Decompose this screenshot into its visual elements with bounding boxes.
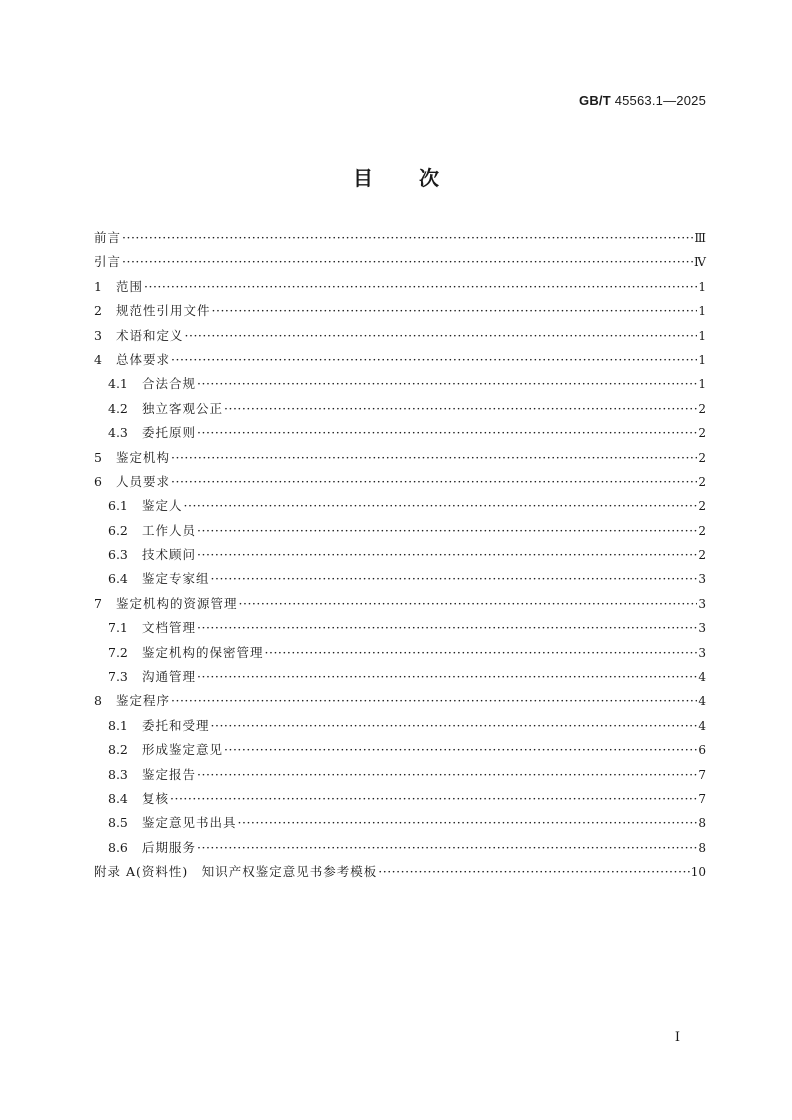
toc-entry[interactable] [94,275,706,299]
toc-entry-number: 4.3 [108,425,128,441]
toc-entry-number: 6 [94,473,102,489]
toc-entry-number: 7 [94,595,102,611]
toc-entry-label: 后期服务 [142,839,197,855]
toc-entry-label: 鉴定机构的保密管理 [142,644,264,660]
toc-entry-label: 附录 A(资料性) 知识产权鉴定意见书参考模板 [94,864,378,880]
toc-entry-page: Ⅳ [694,255,706,270]
toc-entry-page: 8 [698,816,706,831]
toc-dot-leader [224,738,697,762]
toc-entry[interactable] [94,494,706,518]
toc-entry[interactable] [94,641,706,665]
toc-entry-page: 3 [698,572,706,587]
toc-entry[interactable] [94,811,706,835]
toc-entry-page: Ⅲ [694,231,706,245]
standard-prefix: GB/T [579,93,615,108]
toc-dot-leader [122,226,693,250]
toc-entry-label: 合法合规 [142,376,197,392]
toc-entry-page: 2 [698,401,706,416]
toc-entry[interactable] [94,372,706,396]
toc-entry-page: 7 [698,791,706,806]
toc-dot-leader [171,470,697,494]
toc-entry[interactable] [94,714,706,738]
toc-entry-page: 4 [698,670,706,685]
toc-entry-label: 规范性引用文件 [116,303,211,319]
toc-title: 目次 [353,166,485,190]
toc-entry-label: 范围 [116,278,144,294]
toc-dot-leader [122,250,693,274]
toc-entry[interactable] [94,567,706,591]
toc-entry-page: 1 [698,328,706,343]
toc-entry-page: 1 [698,352,706,367]
toc-entry-page: 1 [698,279,706,294]
toc-entry-page: 4 [698,694,706,709]
toc-entry-label: 工作人员 [142,522,197,538]
toc-dot-leader [185,324,698,348]
toc-entry-number: 6.2 [108,522,128,538]
toc-entry[interactable] [94,665,706,689]
toc-entry-label: 形成鉴定意见 [142,742,224,758]
toc-dot-leader [212,299,698,323]
toc-entry-number: 8.4 [108,790,128,806]
toc-entry-number: 7.3 [108,669,128,685]
toc-entry-number: 6.3 [108,547,128,563]
toc-entry-page: 3 [698,645,706,660]
table-of-contents [94,226,706,885]
toc-entry[interactable] [94,299,706,323]
toc-entry-label: 复核 [142,790,170,806]
toc-entry-number: 8.6 [108,839,128,855]
toc-entry-page: 2 [698,523,706,538]
toc-entry-label: 委托原则 [142,425,197,441]
toc-dot-leader [144,275,697,299]
toc-entry-label: 委托和受理 [142,717,210,733]
toc-entry[interactable] [94,421,706,445]
toc-entry-number: 8.5 [108,815,128,831]
toc-entry-page: 2 [698,450,706,465]
toc-entry-number: 7.1 [108,620,128,636]
toc-entry-number: 6.4 [108,571,128,587]
toc-entry[interactable] [94,616,706,640]
toc-entry-page: 2 [698,426,706,441]
toc-entry-number: 3 [94,327,102,343]
toc-entry-label: 技术顾问 [142,547,197,563]
toc-dot-leader [197,421,697,445]
toc-entry-number: 8.2 [108,742,128,758]
toc-dot-leader [171,446,697,470]
toc-entry[interactable] [94,519,706,543]
toc-entry-label: 引言 [94,254,122,270]
toc-dot-leader [265,641,698,665]
toc-entry-number: 8.3 [108,766,128,782]
toc-entry-label: 鉴定报告 [142,766,197,782]
toc-dot-leader [184,494,698,518]
toc-entry-number: 4.1 [108,376,128,392]
toc-entry-page: 2 [698,474,706,489]
toc-entry[interactable] [94,348,706,372]
toc-dot-leader [378,860,689,884]
toc-dot-leader [171,689,697,713]
toc-entry[interactable] [94,860,706,884]
toc-entry[interactable] [94,250,706,274]
toc-entry-number: 8 [94,693,102,709]
toc-dot-leader [224,397,697,421]
toc-entry-number: 1 [94,278,102,294]
toc-entry-page: 1 [698,304,706,319]
toc-entry-page: 3 [698,596,706,611]
toc-entry-page: 3 [698,621,706,636]
toc-entry-label: 总体要求 [116,351,171,367]
toc-dot-leader [197,372,697,396]
toc-entry-number: 6.1 [108,498,128,514]
toc-entry[interactable] [94,763,706,787]
standard-number: 45563.1—2025 [614,93,706,108]
toc-entry-label: 鉴定意见书出具 [142,815,237,831]
toc-entry-label: 鉴定人 [142,498,183,514]
toc-dot-leader [170,787,697,811]
toc-entry[interactable] [94,592,706,616]
toc-entry-label: 文档管理 [142,620,197,636]
toc-entry[interactable] [94,470,706,494]
toc-entry-label: 术语和定义 [116,327,184,343]
toc-entry-page: 2 [698,499,706,514]
toc-entry-label: 前言 [94,230,122,245]
toc-entry-page: 4 [698,718,706,733]
toc-entry-number: 4 [94,351,102,367]
toc-entry-label: 鉴定机构的资源管理 [116,595,238,611]
toc-entry-label: 沟通管理 [142,669,197,685]
toc-entry[interactable] [94,543,706,567]
toc-entry[interactable] [94,836,706,860]
toc-entry-page: 2 [698,548,706,563]
toc-entry-label: 鉴定程序 [116,693,171,709]
toc-entry-page: 8 [698,840,706,855]
toc-entry-number: 5 [94,449,102,465]
toc-entry-page: 6 [698,743,706,758]
toc-dot-leader [211,714,698,738]
toc-entry-page: 7 [698,767,706,782]
toc-dot-leader [197,665,697,689]
toc-dot-leader [211,567,698,591]
toc-entry-number: 2 [94,303,102,319]
toc-entry[interactable] [94,689,706,713]
toc-dot-leader [197,543,697,567]
toc-entry-number: 7.2 [108,644,128,660]
toc-dot-leader [171,348,697,372]
toc-entry[interactable] [94,324,706,348]
toc-dot-leader [197,763,697,787]
toc-entry-label: 人员要求 [116,473,171,489]
toc-entry-page: 1 [698,377,706,392]
toc-entry-page: 10 [690,865,706,880]
toc-entry[interactable] [94,446,706,470]
toc-entry-number: 8.1 [108,717,128,733]
page-number: Ⅰ [674,1030,680,1045]
toc-entry[interactable] [94,397,706,421]
toc-entry[interactable] [94,226,706,250]
toc-entry-number: 4.2 [108,400,128,416]
toc-dot-leader [197,616,697,640]
standard-code [579,93,706,108]
toc-entry-label: 独立客观公正 [142,400,224,416]
toc-entry-label: 鉴定专家组 [142,571,210,587]
toc-dot-leader [197,519,697,543]
toc-dot-leader [238,811,698,835]
toc-entry[interactable] [94,738,706,762]
toc-dot-leader [197,836,697,860]
toc-dot-leader [239,592,698,616]
toc-entry-label: 鉴定机构 [116,449,171,465]
toc-entry[interactable] [94,787,706,811]
